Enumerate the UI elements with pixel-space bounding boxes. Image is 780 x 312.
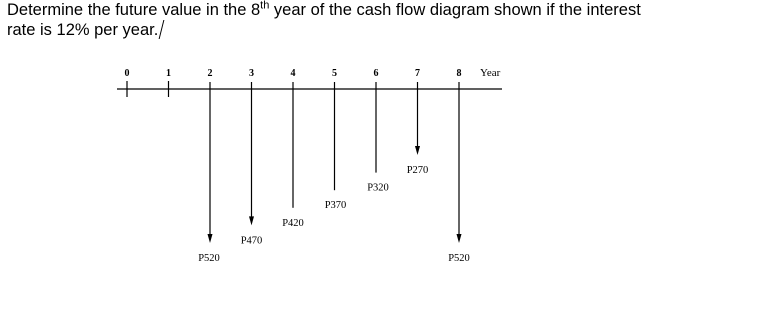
- year-label-4: 4: [290, 68, 296, 79]
- year-label-5: 5: [332, 68, 337, 79]
- axis-label-year: Year: [480, 67, 501, 79]
- problem-text-line2: rate is 12% per year.: [7, 21, 159, 39]
- year-label-0: 0: [124, 68, 130, 79]
- problem-text-line1-end: year of the cash flow diagram shown if the interest: [269, 1, 641, 19]
- arrowhead-year-3: [249, 216, 254, 225]
- year-label-3: 3: [249, 68, 254, 79]
- year-label-1: 1: [166, 68, 171, 79]
- ordinal-suffix: th: [260, 0, 270, 12]
- year-label-8: 8: [456, 68, 462, 79]
- year-label-6: 6: [373, 68, 379, 79]
- arrowhead-year-8: [457, 234, 462, 243]
- cash-flow-label-year-5: P370: [324, 200, 347, 212]
- cash-flow-label-year-8: P520: [448, 253, 470, 264]
- arrowhead-year-7: [415, 146, 420, 155]
- cash-flow-label-year-3: P470: [240, 235, 263, 247]
- cash-flow-label-year-7: P270: [406, 165, 429, 176]
- year-label-7: 7: [415, 68, 420, 79]
- year-label-2: 2: [207, 68, 213, 79]
- cash-flow-label-year-6: P320: [367, 182, 389, 194]
- arrowhead-year-2: [208, 234, 213, 243]
- cash-flow-label-year-4: P420: [282, 217, 304, 229]
- cash-flow-label-year-2: P520: [198, 253, 220, 264]
- problem-text-line1-start: Determine the future value in the 8: [7, 1, 261, 19]
